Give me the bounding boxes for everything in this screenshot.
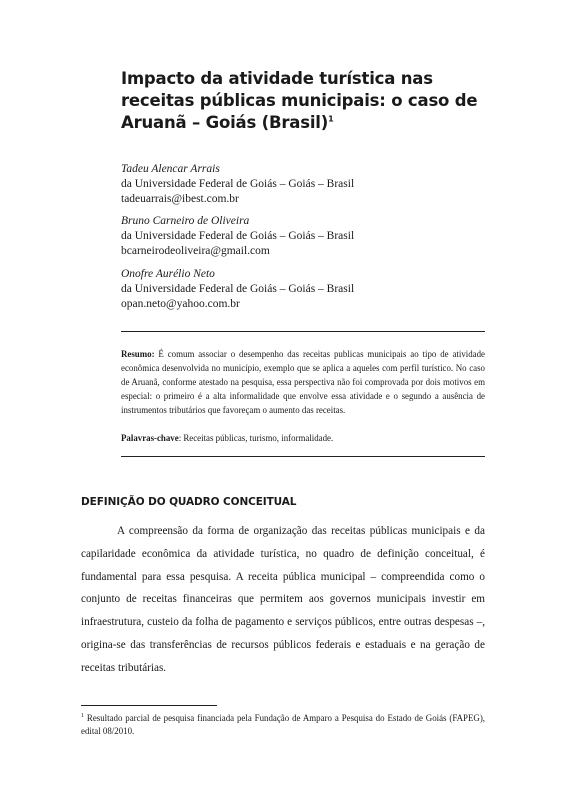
body-paragraph: A compreensão da forma de organização das receitas públicas municipais e da capilaridade econômica da atividade turística, no quadro de definição conceitual, é fundamental para essa pesquisa. A receita pública municipal – compreendida como o conjunto de receitas financeiras que permitem aos governos municipais investir em infraestrutura, custeio da folha de pagamento e serviços públicos, entre outras despesas –, origina-se das transferências de recursos públicos federais e estaduais e na geração de receitas tributárias. xyxy=(81,525,485,674)
footnote-marker: 1 xyxy=(81,713,84,720)
footnote xyxy=(81,712,485,737)
footnote-separator xyxy=(81,705,217,706)
author-name: Onofre Aurélio Neto xyxy=(121,268,215,280)
author-name: Tadeu Alencar Arrais xyxy=(121,163,220,175)
abstract-text: É comum associar o desempenho das receitas publicas municipais ao tipo de atividade econômica desenvolvida no município, exemplo que se aplica a aqueles com perfil turístico. No caso de Aruanã, conforme atestado na pesquisa, essa perspectiva não foi comprovada por dois motivos em especial: o primeiro é a alta informalidade que envolve essa atividade e o segundo a ausência de instrumentos tributários que favoreçam o aumento das receitas. xyxy=(121,349,485,415)
abstract xyxy=(121,347,485,417)
author-name: Bruno Carneiro de Oliveira xyxy=(121,215,250,227)
author-block xyxy=(121,214,501,259)
footnote-text: Resultado parcial de pesquisa financiada pela Fundação de Amparo a Pesquisa do Estado de Goiás (FAPEG), edital 08/2010. xyxy=(81,713,485,736)
author-affiliation: da Universidade Federal de Goiás – Goiás – Brasil xyxy=(121,283,355,295)
author-block xyxy=(121,267,501,312)
author-email: bcarneirodeoliveira@gmail.com xyxy=(121,245,270,257)
author-email: opan.neto@yahoo.com.br xyxy=(121,298,240,310)
author-affiliation: da Universidade Federal de Goiás – Goiás – Brasil xyxy=(121,230,355,242)
title-footnote-marker: 1 xyxy=(328,114,334,124)
abstract-bottom-rule xyxy=(121,456,485,457)
author-affiliation: da Universidade Federal de Goiás – Goiás – Brasil xyxy=(121,178,355,190)
keywords-label: Palavras-chave xyxy=(121,433,179,443)
keywords xyxy=(121,432,485,444)
abstract-top-rule xyxy=(121,331,485,332)
abstract-label: Resumo: xyxy=(121,349,155,359)
title-text: Impacto da atividade turística nas receitas públicas municipais: o caso de Aruanã – Goiás (Brasil) xyxy=(121,69,478,132)
keywords-text: : Receitas públicas, turismo, informalidade. xyxy=(178,433,334,443)
author-email: tadeuarrais@ibest.com.br xyxy=(121,193,239,205)
section-heading: DEFINIÇÃO DO QUADRO CONCEITUAL xyxy=(81,496,297,508)
author-block xyxy=(121,162,501,207)
paper-title xyxy=(121,68,501,134)
